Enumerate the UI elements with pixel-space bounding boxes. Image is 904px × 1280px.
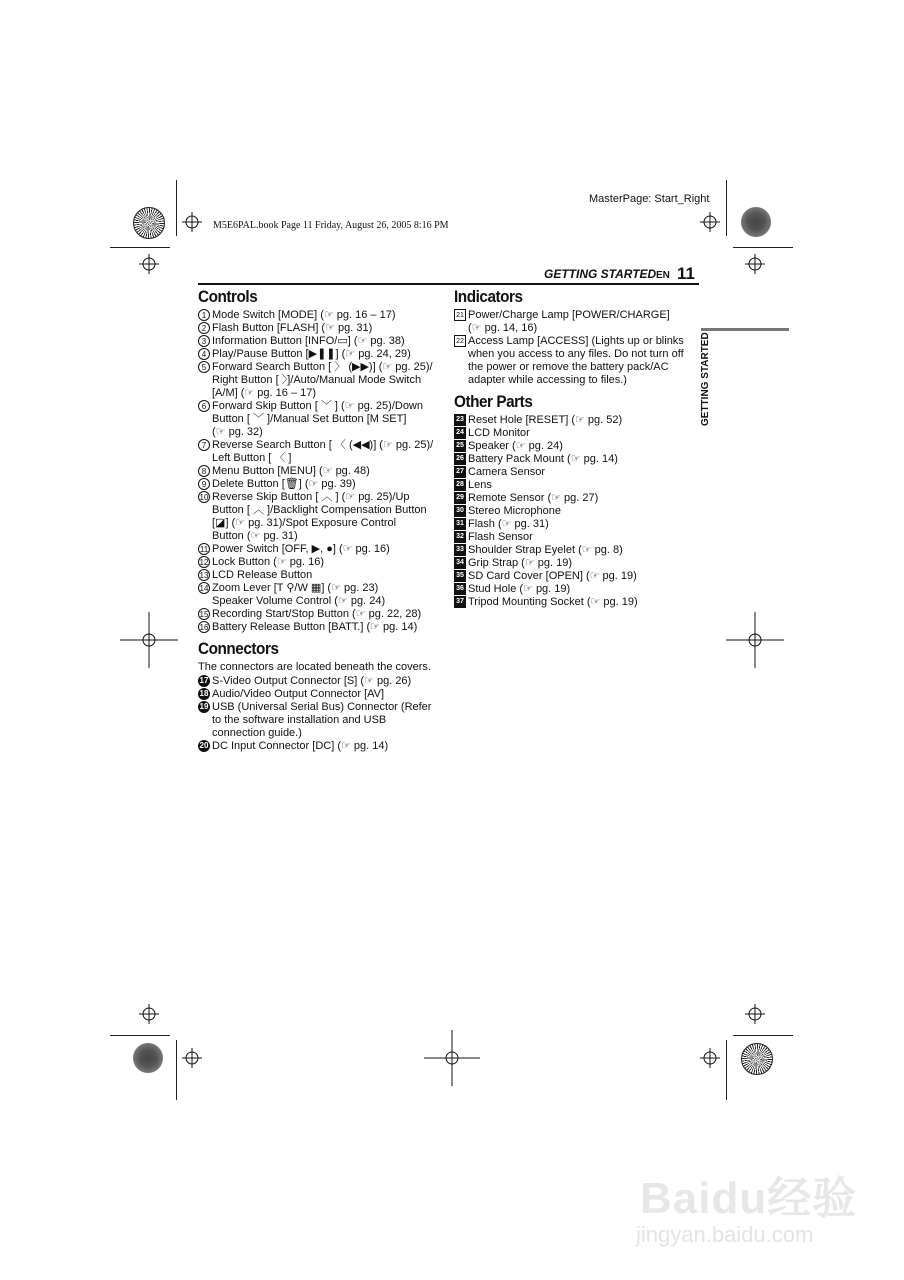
- list-item: [198, 465, 443, 478]
- item-number: 29: [454, 492, 466, 504]
- item-text: Shoulder Strap Eyelet (☞ pg. 8): [468, 544, 623, 556]
- item-number: 22: [454, 335, 466, 347]
- crosshair-icon: [139, 1004, 159, 1024]
- book-info-line: M5E6PAL.book Page 11 Friday, August 26, 2005 8:16 PM: [213, 220, 449, 231]
- item-text: Information Button [INFO/▭] (☞ pg. 38): [212, 335, 405, 347]
- item-number: 31: [454, 518, 466, 530]
- list-item: [454, 479, 699, 492]
- item-number: 24: [454, 427, 466, 439]
- list-item: [454, 440, 699, 453]
- item-number: 3: [198, 335, 210, 347]
- item-text: Forward Skip Button [ ﹀ ] (☞ pg. 25)/Down Button [ ﹀ ]/Manual Set Button [M SET] (☞ pg. 32): [212, 400, 423, 438]
- list-item: [454, 583, 699, 596]
- item-number: 25: [454, 440, 466, 452]
- item-text: Battery Release Button [BATT.] (☞ pg. 14): [212, 621, 418, 633]
- connectors-intro: The connectors are located beneath the covers.: [198, 661, 431, 673]
- connectors-list: [198, 675, 443, 753]
- item-number: 17: [199, 676, 209, 685]
- crosshair-icon: [700, 1048, 720, 1068]
- list-item: [198, 478, 443, 491]
- header-rule: [198, 283, 699, 285]
- side-tab-bar: [701, 328, 789, 331]
- item-text: Flash Button [FLASH] (☞ pg. 31): [212, 322, 373, 334]
- indicators-heading: Indicators: [454, 287, 523, 306]
- list-item: [454, 492, 699, 505]
- item-number: 11: [199, 545, 209, 554]
- item-number: 16: [199, 623, 209, 632]
- item-text: Mode Switch [MODE] (☞ pg. 16 – 17): [212, 309, 396, 321]
- crosshair-icon: [745, 254, 765, 274]
- other-parts-list: [454, 414, 699, 609]
- crosshair-icon: [700, 212, 720, 232]
- list-item: [198, 309, 443, 322]
- indicators-list: [454, 309, 699, 387]
- item-text: Camera Sensor: [468, 466, 546, 478]
- side-tab-label: GETTING STARTED: [700, 332, 711, 426]
- item-number: 7: [198, 439, 210, 451]
- item-number: 19: [199, 702, 209, 711]
- item-text: USB (Universal Serial Bus) Connector (Refer to the software installation and USB connection guide.): [212, 701, 432, 739]
- item-text: Menu Button [MENU] (☞ pg. 48): [212, 465, 370, 477]
- list-item: [198, 556, 443, 569]
- list-item: [198, 582, 443, 608]
- item-text: Recording Start/Stop Button (☞ pg. 22, 28): [212, 608, 422, 620]
- list-item: [198, 740, 443, 753]
- item-number: 34: [454, 557, 466, 569]
- connectors-heading: Connectors: [198, 639, 279, 658]
- list-item: [454, 596, 699, 609]
- list-item: [198, 701, 443, 740]
- list-item: [198, 569, 443, 582]
- item-number: 9: [198, 478, 210, 490]
- master-page-label: MasterPage: Start_Right: [589, 193, 710, 205]
- list-item: [454, 505, 699, 518]
- list-item: [198, 491, 443, 543]
- list-item: [198, 361, 443, 400]
- item-text: DC Input Connector [DC] (☞ pg. 14): [212, 740, 389, 752]
- item-text: Stereo Microphone: [468, 505, 561, 517]
- list-item: [454, 453, 699, 466]
- item-text: Flash (☞ pg. 31): [468, 518, 549, 530]
- item-number: 12: [199, 558, 209, 567]
- item-number: 14: [199, 584, 209, 593]
- watermark-logo: Baidu经验: [640, 1174, 858, 1223]
- item-number: 13: [199, 571, 209, 580]
- item-number: 8: [198, 465, 210, 477]
- item-text: Reverse Skip Button [ ︿ ] (☞ pg. 25)/Up Button [ ︿ ]/Backlight Compensation Button [◪] (☞ pg. 31)/Spot Exposure Control Button (☞ pg. 31): [212, 491, 427, 542]
- item-number: 5: [198, 361, 210, 373]
- list-item: [454, 531, 699, 544]
- item-text: Tripod Mounting Socket (☞ pg. 19): [468, 596, 638, 608]
- list-item: [198, 621, 443, 634]
- item-text: Lock Button (☞ pg. 16): [212, 556, 324, 568]
- item-number: 28: [454, 479, 466, 491]
- item-number: 33: [454, 544, 466, 556]
- left-column: [198, 287, 443, 753]
- crosshair-icon: [745, 1004, 765, 1024]
- item-text: Lens: [468, 479, 492, 491]
- list-item: [454, 427, 699, 440]
- item-number: 10: [199, 493, 209, 502]
- list-item: [198, 335, 443, 348]
- crosshair-icon: [424, 1030, 480, 1086]
- controls-list: [198, 309, 443, 634]
- item-text: Battery Pack Mount (☞ pg. 14): [468, 453, 618, 465]
- item-number: 4: [198, 348, 210, 360]
- item-text: Play/Pause Button [▶❚❚] (☞ pg. 24, 29): [212, 348, 411, 360]
- item-text: Flash Sensor: [468, 531, 533, 543]
- item-text: Audio/Video Output Connector [AV]: [212, 688, 385, 700]
- item-number: 1: [198, 309, 210, 321]
- page-number: 11: [677, 264, 695, 283]
- item-number: 26: [454, 453, 466, 465]
- item-text: Power Switch [OFF, ▶, ●] (☞ pg. 16): [212, 543, 390, 555]
- list-item: [198, 348, 443, 361]
- item-text: S-Video Output Connector [S] (☞ pg. 26): [212, 675, 412, 687]
- item-text: SD Card Cover [OPEN] (☞ pg. 19): [468, 570, 637, 582]
- list-item: [454, 309, 699, 335]
- list-item: [198, 400, 443, 439]
- list-item: [454, 557, 699, 570]
- crosshair-icon: [120, 612, 178, 668]
- right-column: [454, 287, 699, 609]
- list-item: [198, 439, 443, 465]
- item-text: Reset Hole [RESET] (☞ pg. 52): [468, 414, 623, 426]
- controls-heading: Controls: [198, 287, 258, 306]
- section-title: GETTING STARTED: [544, 267, 657, 281]
- item-number: 2: [198, 322, 210, 334]
- item-text: Zoom Lever [T ⚲/W ▦] (☞ pg. 23) Speaker Volume Control (☞ pg. 24): [212, 582, 386, 607]
- item-number: 32: [454, 531, 466, 543]
- item-text: Speaker (☞ pg. 24): [468, 440, 563, 452]
- other-parts-heading: Other Parts: [454, 392, 533, 411]
- item-text: Delete Button [🗑] (☞ pg. 39): [212, 478, 356, 490]
- item-number: 27: [454, 466, 466, 478]
- item-number: 6: [198, 400, 210, 412]
- item-text: Power/Charge Lamp [POWER/CHARGE] (☞ pg. 14, 16): [468, 309, 670, 334]
- crosshair-icon: [182, 212, 202, 232]
- list-item: [454, 335, 699, 387]
- item-number: 23: [454, 414, 466, 426]
- list-item: [454, 414, 699, 427]
- item-number: 15: [199, 610, 209, 619]
- list-item: [454, 570, 699, 583]
- language-tag: EN: [656, 270, 670, 281]
- crosshair-icon: [182, 1048, 202, 1068]
- item-number: 30: [454, 505, 466, 517]
- item-text: Remote Sensor (☞ pg. 27): [468, 492, 599, 504]
- item-number: 36: [454, 583, 466, 595]
- item-text: Stud Hole (☞ pg. 19): [468, 583, 571, 595]
- item-text: Forward Search Button [ 〉 (▶▶)] (☞ pg. 25)/ Right Button [ 〉]/Auto/Manual Mode Switch [A/M] (☞ pg. 16 – 17): [212, 361, 433, 399]
- item-text: Reverse Search Button [ 〈 (◀◀)] (☞ pg. 25)/ Left Button [ 〈 ]: [212, 439, 434, 464]
- item-number: 35: [454, 570, 466, 582]
- item-text: Access Lamp [ACCESS] (Lights up or blinks when you access to any files. Do not turn off the power or remove the battery pack/AC adapter while accessing to files.): [468, 335, 684, 386]
- list-item: [454, 544, 699, 557]
- crosshair-icon: [726, 612, 784, 668]
- list-item: [454, 518, 699, 531]
- item-text: LCD Monitor: [468, 427, 530, 439]
- list-item: [198, 688, 443, 701]
- item-number: 20: [199, 741, 209, 750]
- item-number: 21: [454, 309, 466, 321]
- list-item: [198, 675, 443, 688]
- watermark-url: jingyan.baidu.com: [636, 1222, 814, 1247]
- item-number: 18: [199, 689, 209, 698]
- item-number: 37: [454, 596, 466, 608]
- crosshair-icon: [139, 254, 159, 274]
- list-item: [198, 322, 443, 335]
- list-item: [454, 466, 699, 479]
- item-text: Grip Strap (☞ pg. 19): [468, 557, 573, 569]
- list-item: [198, 543, 443, 556]
- list-item: [198, 608, 443, 621]
- item-text: LCD Release Button: [212, 569, 313, 581]
